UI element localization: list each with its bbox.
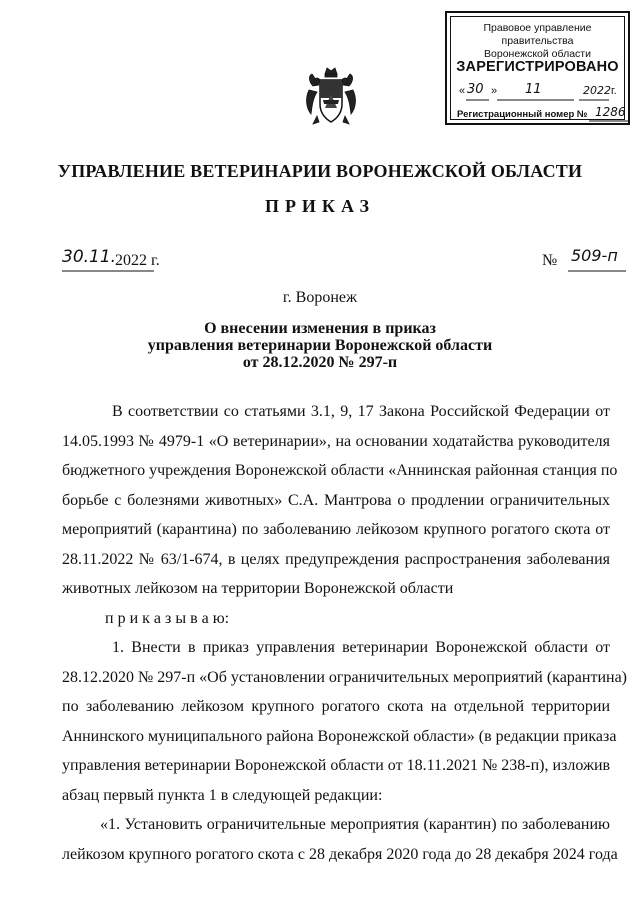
stamp-date-day: 30 — [467, 82, 484, 97]
stamp-org-line2: Воронежской области — [484, 48, 591, 60]
body-line: «1. Установить ограничительные мероприятия (карантин) по заболеванию — [100, 816, 610, 833]
stamp-date-month: 11 — [525, 82, 542, 97]
stamp-organization — [451, 22, 624, 61]
stamp-reg-label: Регистрационный номер № — [457, 109, 588, 120]
body-line: управления ветеринарии Воронежской области от 18.11.2021 № 238-п), изложив — [62, 757, 611, 774]
body-line: абзац первый пункта 1 в следующей редакции: — [62, 787, 383, 804]
organization-title: УПРАВЛЕНИЕ ВЕТЕРИНАРИИ ВОРОНЕЖСКОЙ ОБЛАСТИ — [57, 161, 583, 181]
registration-stamp — [445, 11, 630, 125]
order-number-underline — [542, 252, 632, 278]
body-line: В соответствии со статьями 3.1, 9, 17 Закона Российской Федерации от — [112, 403, 610, 420]
stamp-org-line1: Правовое управление правительства — [483, 22, 592, 47]
stamp-date-close-quote: » — [491, 85, 498, 97]
body-line: мероприятий (карантина) по заболеванию лейкозом крупного рогатого скота от — [62, 521, 610, 538]
order-number — [542, 246, 632, 278]
body-line: Аннинского муниципального района Воронежской области» (в редакции приказа — [62, 728, 617, 745]
subject-line-3: от 28.12.2020 № 297-п — [242, 354, 398, 371]
order-date-year: 2022 г. — [115, 252, 160, 269]
voronezh-coat-of-arms-icon — [303, 64, 359, 130]
subject-line-1: О внесении изменения в приказ — [204, 320, 436, 337]
stamp-inner-frame — [450, 16, 625, 120]
body-line: 1. Внести в приказ управления ветеринарии Воронежской области от — [112, 639, 610, 656]
order-number-handwritten: 509-п — [571, 246, 618, 265]
stamp-date-year: 2022 — [583, 84, 611, 97]
order-directive: п р и к а з ы в а ю: — [105, 610, 230, 627]
order-date-handwritten: 30.11. — [62, 247, 117, 267]
body-line: 28.11.2022 № 63/1-674, в целях предупреждения распространения заболевания — [62, 551, 610, 568]
body-line: животных лейкозом на территории Воронежской области — [62, 580, 454, 597]
stamp-reg-number-row — [457, 105, 626, 123]
body-line: 28.12.2020 № 297-п «Об установлении ограничительных мероприятий (карантина) — [62, 669, 628, 686]
body-line: бюджетного учреждения Воронежской области «Аннинская районная станция по — [62, 462, 618, 479]
stamp-registered-label: ЗАРЕГИСТРИРОВАНО — [456, 59, 619, 75]
subject-line-2: управления ветеринарии Воронежской области — [147, 337, 493, 354]
order-date-underline — [62, 252, 192, 278]
stamp-reg-underline — [457, 109, 631, 123]
body-line: лейкозом крупного рогатого скота с 28 декабря 2020 года до 28 декабря 2024 года — [62, 846, 618, 863]
document-type-title: ПРИКАЗ — [264, 196, 376, 216]
order-subject — [0, 320, 640, 371]
stamp-reg-number: 1286 — [595, 105, 626, 119]
order-date — [62, 247, 192, 278]
stamp-date-underlines — [459, 85, 629, 103]
stamp-date-open-quote: « — [459, 85, 466, 97]
body-line: борьбе с болезнями животных» С.А. Мантрова о продлении ограничительных — [62, 492, 610, 509]
body-line: по заболеванию лейкозом крупного рогатого скота на отдельной территории — [62, 698, 610, 715]
stamp-date — [459, 82, 620, 101]
city-line: г. Воронеж — [282, 289, 358, 306]
order-number-label: № — [542, 252, 558, 269]
body-line: 14.05.1993 № 4979-1 «О ветеринарии», на основании ходатайства руководителя — [62, 433, 610, 450]
stamp-date-suffix: г. — [611, 85, 617, 97]
